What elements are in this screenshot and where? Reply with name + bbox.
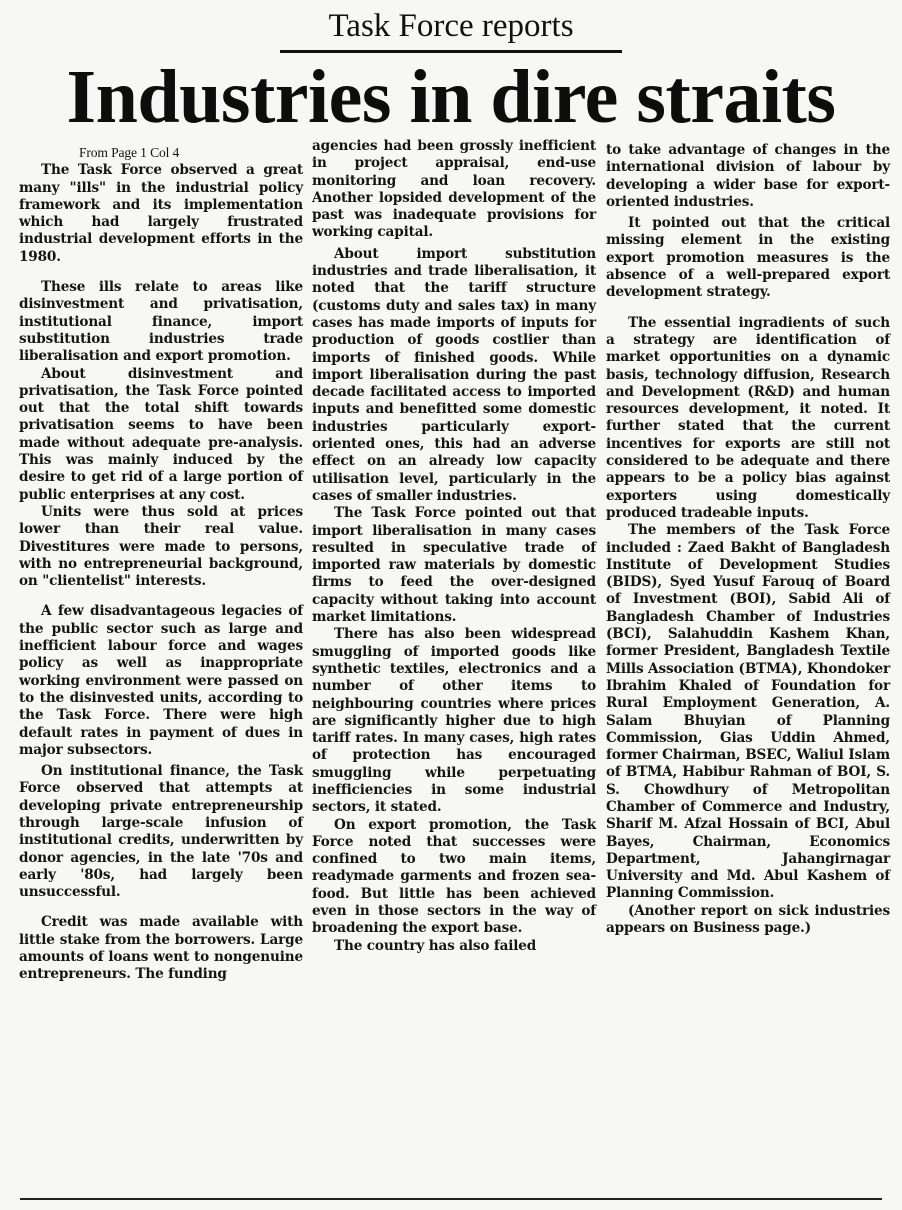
column-2 [312, 138, 596, 955]
column-3 [606, 142, 890, 937]
paragraph: The Task Force observed a great many "ills" in the industrial policy framework and its implementation which had largely frustrated industrial development efforts in the 1980. [19, 162, 303, 265]
footnote: (Another report on sick industries appears on Business page.) [606, 902, 890, 937]
bottom-rule [20, 1198, 882, 1200]
paragraph: Credit was made available with little stake from the borrowers. Large amounts of loans went to nongenuine entrepreneurs. The funding [19, 914, 303, 983]
byline: From Page 1 Col 4 [79, 145, 180, 160]
paragraph: Units were thus sold at prices lower than their real value. Divestitures were made to persons, with no entrepreneurial background, on "clientelist" interests. [19, 503, 303, 590]
column-1 [19, 144, 303, 984]
paragraph: These ills relate to areas like disinvestment and privatisation, institutional finance, import substitution industries trade liberalisation and export promotion. [19, 279, 303, 365]
paragraph: The essential ingradients of such a strategy are identification of market opportunities on a dynamic basis, technology diffusion, Research and Development (R&D) and human resources development, it noted. It further stated that the current incentives for exports are still not considered to be adequate and there appears to be a policy bias against exporters using domestically produced tradeable inputs. [606, 314, 890, 521]
paragraph: agencies had been grossly inefficient in project appraisal, end-use monitoring and loan recovery. Another lopsided development of the past was inadequate provisions for working capital. [312, 138, 596, 241]
paragraph: On institutional finance, the Task Force observed that attempts at developing private entrepreneurship through large-scale infusion of institutional credits, underwritten by donor agencies, in the late '70s and early '80s, had largely been unsuccessful. [19, 763, 303, 901]
kicker-rule [280, 50, 622, 53]
paragraph: On export promotion, the Task Force noted that successes were confined to two main items, readymade garments and frozen sea-food. But little has been achieved even in those sectors in the way of broadening the export base. [312, 816, 596, 937]
paragraph: The Task Force pointed out that import liberalisation in many cases resulted in speculative trade of imported raw materials by domestic firms to feed the over-designed capacity without taking into account market limitations. [312, 505, 596, 626]
paragraph: The country has also failed [334, 937, 537, 954]
paragraph: The members of the Task Force included : Zaed Bakht of Bangladesh Institute of Development Studies (BIDS), Syed Yusuf Farouq of Board of Investment (BOI), Sabid Ali of Bangladesh Chamber of Industries (BCI), Salahuddin Kashem Khan, former President, Bangladesh Textile Mills Association (BTMA), Khondoker Ibrahim Khaled of Foundation for Rural Employment Generation, A. Salam Bhuyian of Planning Commission, Gias Uddin Ahmed, former Chairman, BSEC, Waliul Islam of BTMA, Habibur Rahman of BOI, S. S. Chowdhury of Metropolitan Chamber of Commerce and Industry, Sharif M. Afzal Hossain of BCI, Abul Bayes, Chairman, Economics Department, Jahangirnagar University and Md. Abul Kashem of Planning Commission. [606, 522, 890, 902]
headline: Industries in dire straits [66, 55, 836, 139]
paragraph: to take advantage of changes in the international division of labour by developing a wider base for export-oriented industries. [606, 142, 890, 210]
paragraph: About disinvestment and privatisation, the Task Force pointed out that the total shift towards privatisation seems to have been made without adequate pre-analysis. This was mainly induced by the desire to get rid of a large portion of public enterprises at any cost. [19, 365, 303, 503]
paragraph: It pointed out that the critical missing element in the existing export promotion measures is the absence of a well-prepared export development strategy. [606, 215, 890, 301]
kicker: Task Force reports [328, 8, 574, 44]
paragraph: There has also been widespread smuggling of imported goods like synthetic textiles, electronics and a number of other items to neighbouring countries where prices are significantly higher due to high tariff rates. In many cases, high rates of protection has encouraged smuggling while perpetuating inefficiencies in some industrial sectors, it stated. [312, 626, 596, 816]
paragraph: A few disadvantageous legacies of the public sector such as large and inefficient labour force and wages policy as well as inappropriate working environment were passed on to the disinvested units, according to the Task Force. There were high default rates in payment of dues in major subsectors. [19, 603, 303, 758]
paragraph: About import substitution industries and trade liberalisation, it noted that the tariff structure (customs duty and sales tax) in many cases has made imports of inputs for production of goods costlier than imports of finished goods. While import liberalisation during the past decade facilitated access to imported inputs and benefitted some domestic industries particularly export-oriented ones, this had an adverse effect on an already low capacity utilisation level, particularly in the cases of smaller industries. [312, 245, 596, 504]
